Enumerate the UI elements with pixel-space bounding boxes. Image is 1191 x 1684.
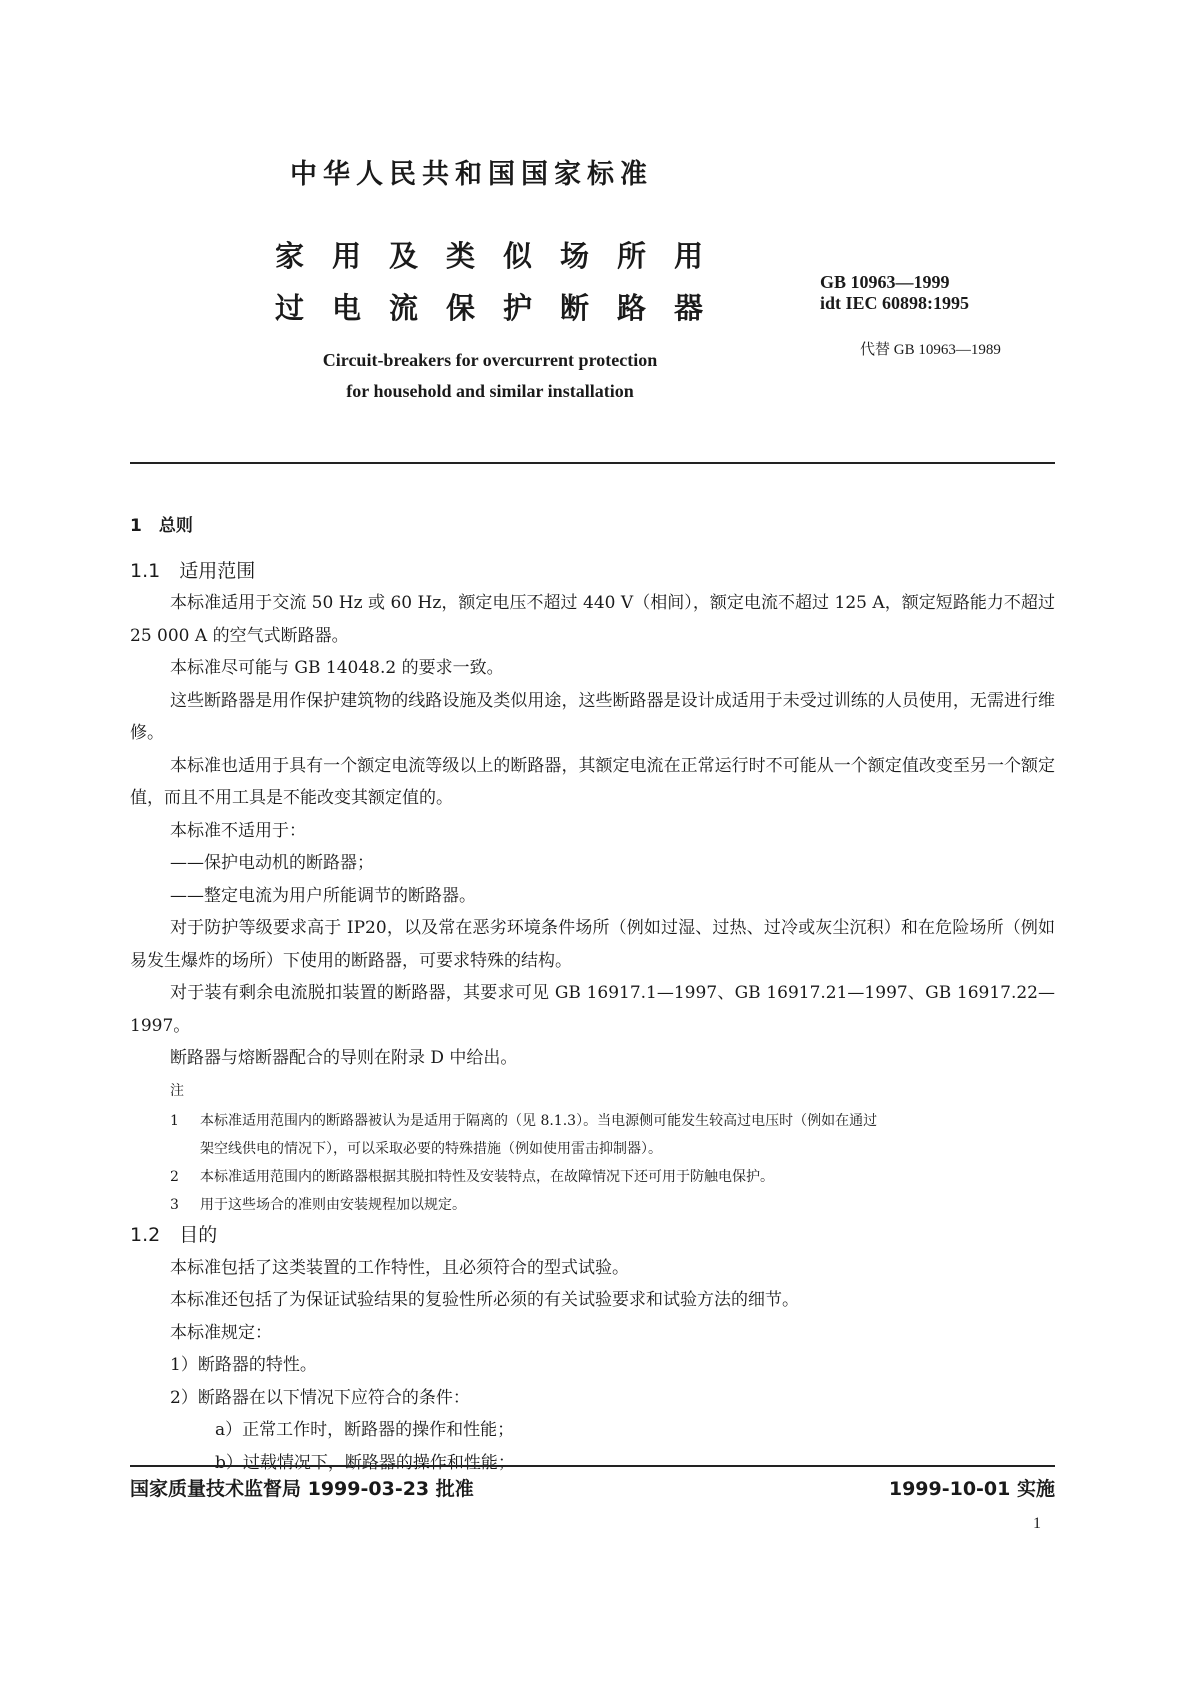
note-3-number: 3	[170, 1197, 179, 1213]
paragraph-purpose-2: 本标准还包括了为保证试验结果的复验性所必须的有关试验要求和试验方法的细节。	[170, 1290, 799, 1310]
title-cn-line2: 过电流保护断路器	[275, 291, 732, 325]
note-2	[130, 1163, 1055, 1191]
note-1-line1: 本标准适用范围内的断路器被认为是适用于隔离的（见 8.1.3）。当电源侧可能发生较高过电压时（例如在通过	[200, 1113, 878, 1129]
paragraph-users: 这些断路器是用作保护建筑物的线路设施及类似用途，这些断路器是设计成适用于未受过训练的人员使用，无需进行维修。	[130, 690, 1055, 743]
replaces-standard: 代替 GB 10963—1989	[860, 342, 1001, 358]
section-heading-1-2: 1.2 目的	[130, 1224, 218, 1246]
title-en-line2: for household and similar installation	[346, 381, 634, 401]
effective-date: 1999-10-01 实施	[888, 1478, 1055, 1500]
note-1-number: 1	[170, 1113, 179, 1129]
list-item-1: 1）断路器的特性。	[170, 1355, 317, 1375]
note-1	[130, 1107, 1055, 1163]
dash-item-adjustable: ——整定电流为用户所能调节的断路器。	[170, 885, 476, 906]
standard-body-title: 中华人民共和国国家标准	[290, 159, 653, 190]
standard-number: GB 10963—1999	[820, 272, 950, 292]
note-2-text: 本标准适用范围内的断路器根据其脱扣特性及安装特点，在故障情况下还可用于防触电保护。	[200, 1169, 774, 1185]
title-en-line1: Circuit-breakers for overcurrent protection	[322, 350, 658, 370]
section-heading-1: 1 总则	[130, 516, 193, 536]
paragraph-fuse-coordination: 断路器与熔断器配合的导则在附录 D 中给出。	[170, 1048, 518, 1068]
idt-reference: idt IEC 60898:1995	[820, 293, 970, 313]
paragraph-residual-current: 对于装有剩余电流脱扣装置的断路器，其要求可见 GB 16917.1—1997、GB 16917.21—1997、GB 16917.22—1997。	[130, 983, 1055, 1036]
note-2-number: 2	[170, 1169, 179, 1185]
list-item-2: 2）断路器在以下情况下应符合的条件：	[170, 1387, 470, 1408]
paragraph-specifies: 本标准规定：	[170, 1322, 272, 1343]
paragraph-not-applicable: 本标准不适用于：	[170, 820, 306, 841]
paragraph-scope: 本标准适用于交流 50 Hz 或 60 Hz，额定电压不超过 440 V（相间），额定电流不超过 125 A，额定短路能力不超过 25 000 A 的空气式断路器。	[130, 593, 1055, 646]
header-divider	[130, 462, 1055, 464]
note-3-text: 用于这些场合的准则由安装规程加以规定。	[200, 1197, 466, 1213]
note-1-line2: 架空线供电的情况下），可以采取必要的特殊措施（例如使用雷击抑制器）。	[200, 1141, 662, 1157]
paragraph-gb14048: 本标准尽可能与 GB 14048.2 的要求一致。	[170, 658, 504, 678]
list-item-2b: b）过载情况下，断路器的操作和性能；	[215, 1452, 515, 1473]
document-body	[130, 510, 1055, 1479]
paragraph-purpose-1: 本标准包括了这类装置的工作特性，且必须符合的型式试验。	[170, 1257, 629, 1278]
title-cn-line1: 家用及类似场所用	[275, 239, 732, 273]
footer-divider	[130, 1465, 1055, 1467]
note-label: 注	[170, 1082, 184, 1099]
paragraph-multi-rating: 本标准也适用于具有一个额定电流等级以上的断路器，其额定电流在正常运行时不可能从一个额定值改变至另一个额定值，而且不用工具是不能改变其额定值的。	[130, 755, 1055, 808]
dash-item-motor: ——保护电动机的断路器；	[170, 853, 374, 873]
list-item-2a: a）正常工作时，断路器的操作和性能；	[215, 1420, 515, 1440]
page-number: 1	[1033, 1515, 1041, 1532]
issue-date: 国家质量技术监督局 1999-03-23 批准	[130, 1478, 474, 1500]
paragraph-ip20: 对于防护等级要求高于 IP20，以及常在恶劣环境条件场所（例如过湿、过热、过冷或灰尘沉积）和在危险场所（例如易发生爆炸的场所）下使用的断路器，可要求特殊的结构。	[130, 918, 1055, 971]
section-heading-1-1: 1.1 适用范围	[130, 559, 256, 582]
note-3	[130, 1191, 1055, 1219]
